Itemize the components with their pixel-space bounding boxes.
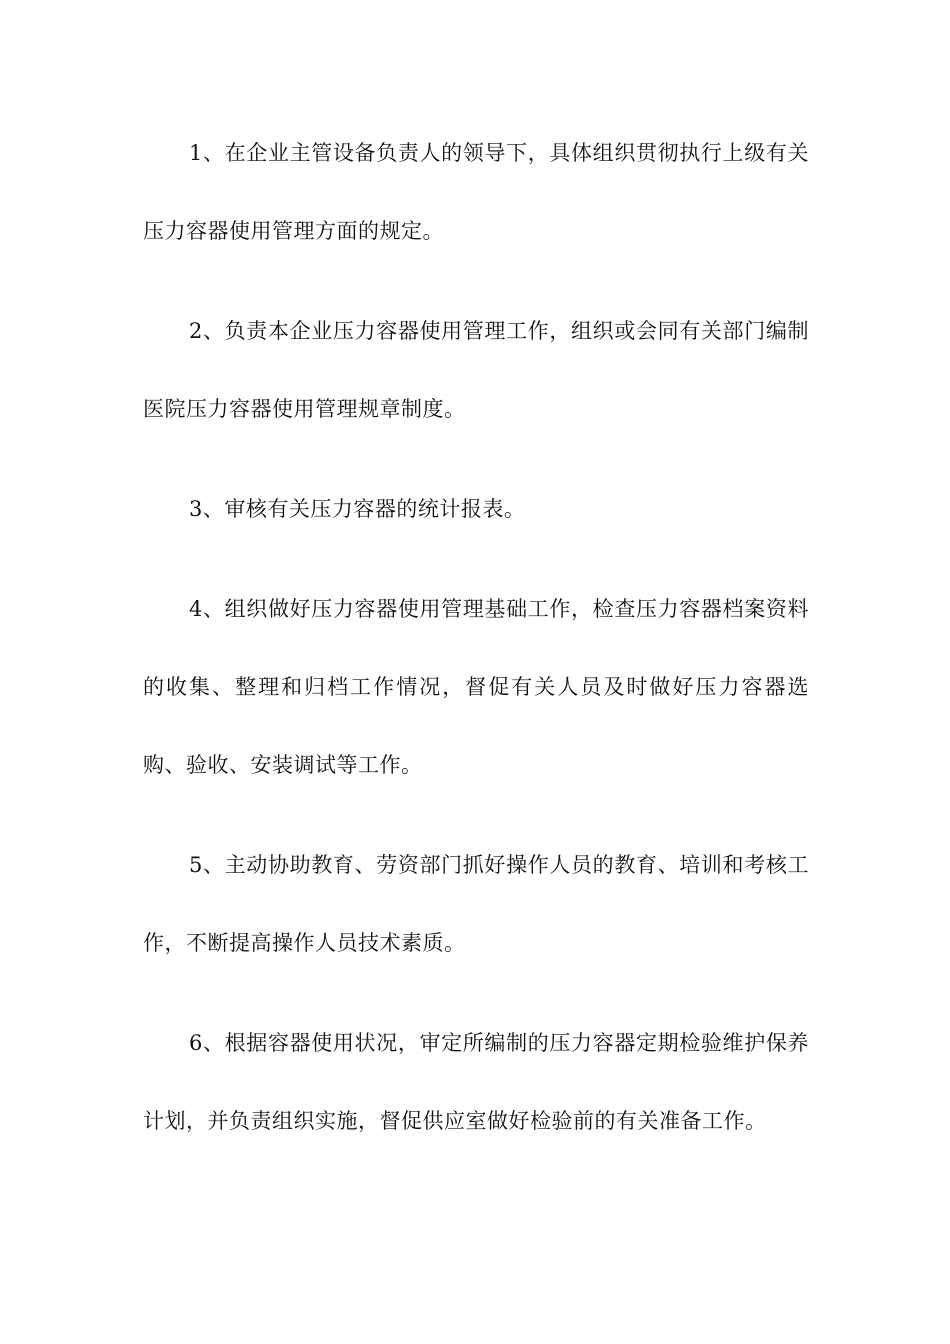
paragraph-3: 3、审核有关压力容器的统计报表。 bbox=[189, 497, 526, 521]
paragraph-4: 4、组织做好压力容器使用管理基础工作，检查压力容器档案资料的收集、整理和归档工作情况，督促有关人员及时做好压力容器选购、验收、安装调试等工作。 bbox=[143, 597, 809, 777]
document-body bbox=[143, 114, 809, 1182]
paragraph-5: 5、主动协助教育、劳资部门抓好操作人员的教育、培训和考核工作，不断提高操作人员技术素质。 bbox=[143, 853, 809, 955]
paragraph-2: 2、负责本企业压力容器使用管理工作，组织或会同有关部门编制医院压力容器使用管理规章制度。 bbox=[143, 319, 809, 421]
paragraph-1: 1、在企业主管设备负责人的领导下，具体组织贯彻执行上级有关压力容器使用管理方面的规定。 bbox=[143, 141, 809, 243]
paragraph-6: 6、根据容器使用状况，审定所编制的压力容器定期检验维护保养计划，并负责组织实施，督促供应室做好检验前的有关准备工作。 bbox=[143, 1031, 809, 1133]
